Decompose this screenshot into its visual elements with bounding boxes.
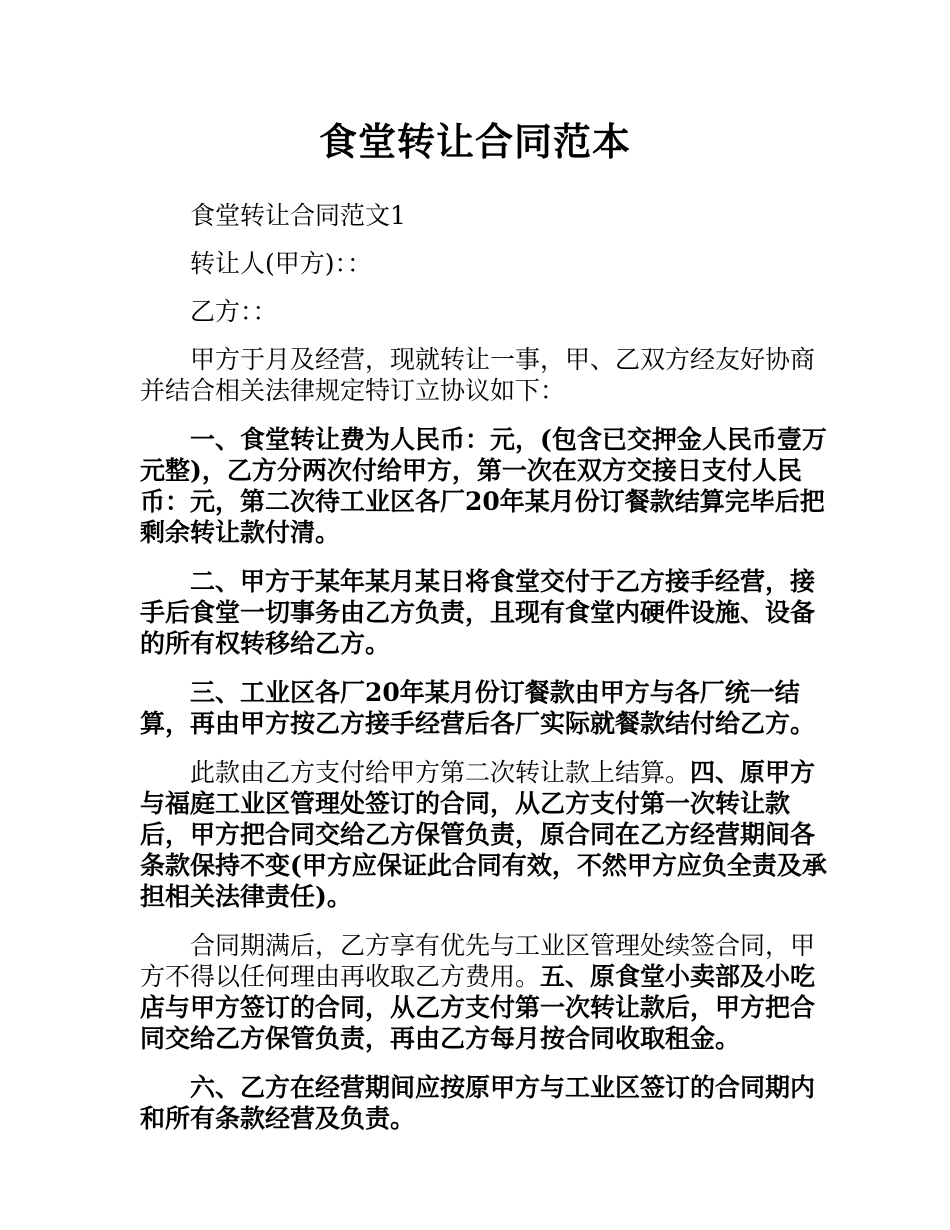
clause-4-paragraph (140, 757, 830, 912)
clause-5-paragraph (140, 930, 830, 1054)
document-body (140, 200, 830, 1152)
clause-4-lead: 此款由乙方支付给甲方第二次转让款上结算。 (190, 758, 691, 787)
paragraph-intro: 甲方于月及经营，现就转让一事，甲、乙双方经友好协商并结合相关法律规定特订立协议如下： (140, 345, 816, 405)
document-title: 食堂转让合同范本 (318, 119, 631, 164)
clause-4: 四、原甲方与福庭工业区管理处签订的合同，从乙方支付第一次转让款后，甲方把合同交给乙方保管负责，原合同在乙方经营期间各条款保持不变(甲方应保证此合同有效，不然甲方应负全责及承担相关法律责任)。 (140, 758, 827, 911)
clause-5-lead: 合同期满后，乙方享有优先与工业区管理处续签合同，甲方不得以任何理由再收取乙方费用。 (140, 931, 816, 991)
clause-2: 二、甲方于某年某月某日将食堂交付于乙方接手经营，接手后食堂一切事务由乙方负责，且现有食堂内硬件设施、设备的所有权转移给乙方。 (140, 567, 816, 658)
paragraph-subtitle: 食堂转让合同范文1 (190, 201, 406, 230)
clause-3: 三、工业区各厂20年某月份订餐款由甲方与各厂统一结算，再由甲方按乙方接手经营后各厂实际就餐款结付给乙方。 (140, 678, 816, 738)
paragraph-transferor: 转让人(甲方)：： (190, 249, 373, 278)
clause-6: 六、乙方在经营期间应按原甲方与工业区签订的合同期内和所有条款经营及负责。 (140, 1073, 816, 1133)
clause-5: 五、原食堂小卖部及小吃店与甲方签订的合同，从乙方支付第一次转让款后，甲方把合同交给乙方保管负责，再由乙方每月按合同收取租金。 (140, 962, 816, 1053)
clause-1: 一、食堂转让费为人民币：元，(包含已交押金人民币壹万元整)，乙方分两次付给甲方，第一次在双方交接日支付人民币：元，第二次待工业区各厂20年某月份订餐款结算完毕后把剩余转让款付清。 (140, 425, 827, 547)
paragraph-party-b: 乙方：： (190, 297, 278, 326)
